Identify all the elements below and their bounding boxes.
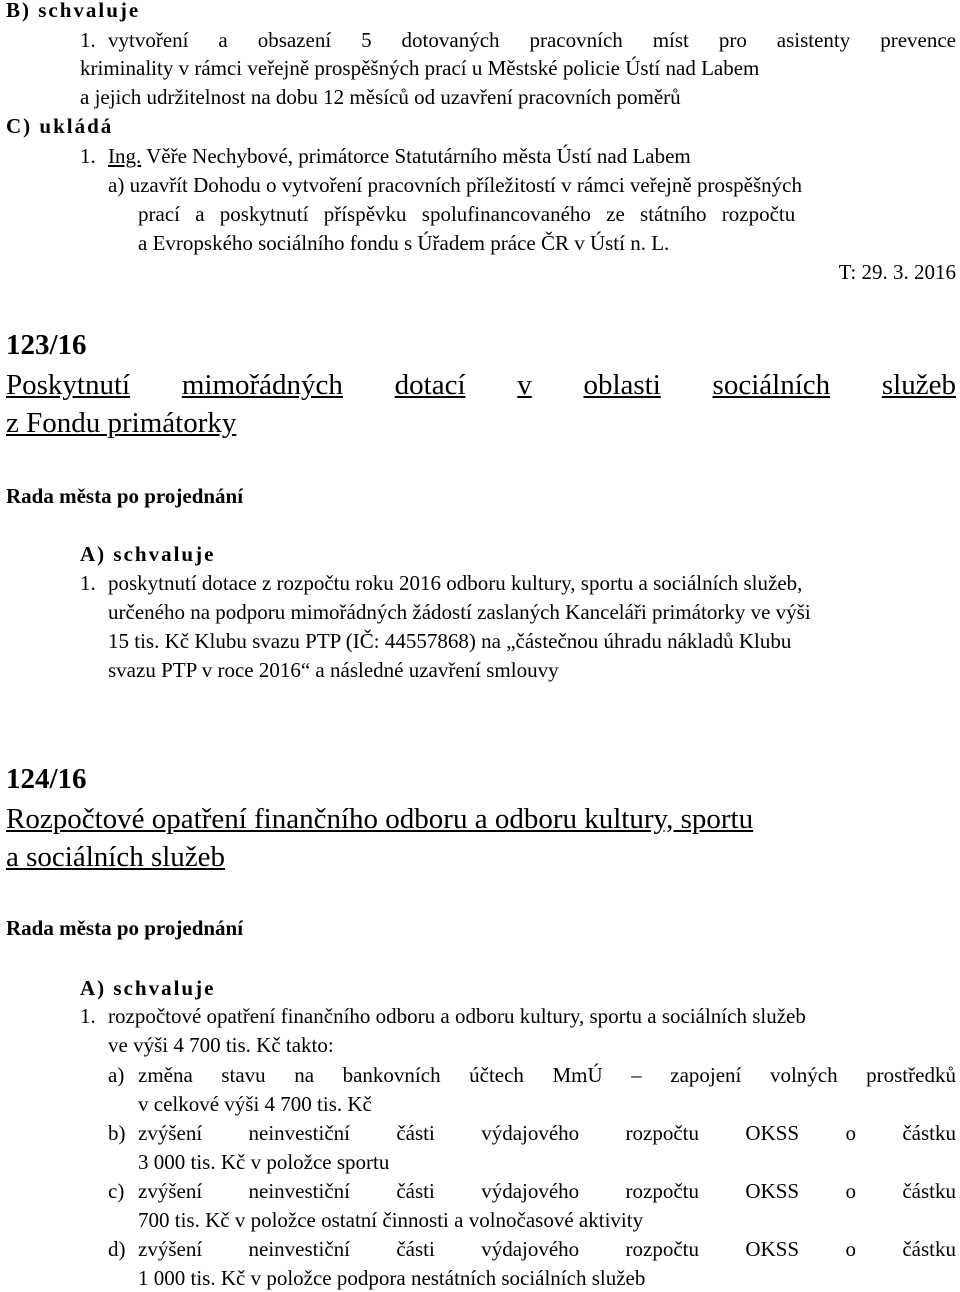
word: účtech <box>469 1063 524 1087</box>
sub-item-line-2: v celkové výši 4 700 tis. Kč <box>138 1092 372 1116</box>
resolution-title-line-1: Rozpočtové opatření finančního odboru a odboru kultury, sportu <box>6 803 754 835</box>
word: částku <box>902 1121 956 1145</box>
sub-item-letter: c) <box>108 1179 125 1203</box>
deadline: T: 29. 3. 2016 <box>838 260 956 284</box>
sub-item-line-2: 1 000 tis. Kč v položce podpora nestátních sociálních služeb <box>138 1266 646 1290</box>
word: prostředků <box>866 1063 956 1087</box>
name-prefix: Ing. <box>108 144 142 168</box>
sub-item-line-1 <box>138 1235 956 1263</box>
word: pro <box>718 28 747 52</box>
c1a-line-2: prací a poskytnutí příspěvku spolufinancovaného ze státního rozpočtu <box>138 202 796 226</box>
word: rozpočtu <box>625 1179 700 1203</box>
word: zvýšení <box>138 1237 203 1261</box>
word: 5 <box>361 28 372 52</box>
word: části <box>396 1121 435 1145</box>
word: v <box>517 369 532 401</box>
a1-line-2: ve výši 4 700 tis. Kč takto: <box>108 1033 334 1057</box>
word: rozpočtu <box>625 1237 700 1261</box>
council-line: Rada města po projednání <box>6 916 244 940</box>
resolution-title-line-1 <box>6 366 956 404</box>
word: neinvestiční <box>248 1179 350 1203</box>
word: oblasti <box>583 369 661 401</box>
word: služeb <box>881 369 956 401</box>
word: pracovních <box>529 28 623 52</box>
resolution-number: 123/16 <box>6 329 87 361</box>
sub-item-letter: b) <box>108 1121 126 1145</box>
word: o <box>845 1237 856 1261</box>
sub-item-letter: d) <box>108 1237 126 1261</box>
word: částku <box>902 1179 956 1203</box>
sub-item-line-1 <box>138 1119 956 1147</box>
a1-line-3: 15 tis. Kč Klubu svazu PTP (IČ: 44557868) na „částečnou úhradu nákladů Klubu <box>108 629 792 653</box>
word: zvýšení <box>138 1179 203 1203</box>
a1-line-2: určeného na podporu mimořádných žádostí zaslaných Kanceláři primátorky ve výši <box>108 600 811 624</box>
sub-item-letter: a) <box>108 1063 125 1087</box>
word: a <box>218 28 228 52</box>
b1-line-2: kriminality v rámci veřejně prospěšných prací u Městské policie Ústí nad Labem <box>80 56 760 80</box>
sub-item-line-2: 3 000 tis. Kč v položce sportu <box>138 1150 390 1174</box>
a1-line-4: svazu PTP v roce 2016“ a následné uzavření smlouvy <box>108 658 559 682</box>
section-a-label: A) schvaluje <box>80 976 216 1000</box>
word: asistenty <box>776 28 851 52</box>
a1-line-1: poskytnutí dotace z rozpočtu roku 2016 odboru kultury, sportu a sociálních služeb, <box>108 571 803 595</box>
word: prevence <box>880 28 956 52</box>
c1-name-line <box>108 142 691 170</box>
council-line: Rada města po projednání <box>6 484 244 508</box>
word: dotovaných <box>401 28 500 52</box>
word: částku <box>902 1237 956 1261</box>
item-number: 1. <box>80 144 96 168</box>
item-number: 1. <box>80 1004 96 1028</box>
word: mimořádných <box>181 369 343 401</box>
word: o <box>845 1121 856 1145</box>
section-a-label: A) schvaluje <box>80 542 216 566</box>
item-number: 1. <box>80 571 96 595</box>
name-rest: Věře Nechybové, primátorce Statutárního města Ústí nad Labem <box>141 144 691 168</box>
word: výdajového <box>481 1179 580 1203</box>
item-number: 1. <box>80 28 96 52</box>
b1-line-1 <box>108 26 956 54</box>
word: části <box>396 1237 435 1261</box>
word: OKSS <box>745 1121 800 1145</box>
word: míst <box>652 28 689 52</box>
word: rozpočtu <box>625 1121 700 1145</box>
word: OKSS <box>745 1237 800 1261</box>
word: výdajového <box>481 1121 580 1145</box>
word: volných <box>769 1063 838 1087</box>
word: sociálních <box>712 369 831 401</box>
word: stavu <box>221 1063 266 1087</box>
word: zvýšení <box>138 1121 203 1145</box>
word: vytvoření <box>108 28 189 52</box>
word: Poskytnutí <box>6 369 131 401</box>
resolution-title-line-2: z Fondu primátorky <box>6 407 237 439</box>
sub-item-line-1 <box>138 1177 956 1205</box>
section-b-label: B) schvaluje <box>6 0 141 22</box>
word: o <box>845 1179 856 1203</box>
resolution-title-line-2: a sociálních služeb <box>6 841 226 873</box>
word: změna <box>138 1063 193 1087</box>
word: bankovních <box>342 1063 441 1087</box>
word: OKSS <box>745 1179 800 1203</box>
c1a-line-1: a) uzavřít Dohodu o vytvoření pracovních příležitostí v rámci veřejně prospěšných <box>108 173 802 197</box>
word: dotací <box>394 369 466 401</box>
word: na <box>294 1063 315 1087</box>
word: neinvestiční <box>248 1237 350 1261</box>
section-c-label: C) ukládá <box>6 114 114 138</box>
sub-item-line-2: 700 tis. Kč v položce ostatní činnosti a volnočasové aktivity <box>138 1208 644 1232</box>
word: – <box>631 1063 642 1087</box>
word: neinvestiční <box>248 1121 350 1145</box>
c1a-line-3: a Evropského sociálního fondu s Úřadem práce ČR v Ústí n. L. <box>138 231 670 255</box>
word: části <box>396 1179 435 1203</box>
a1-line-1: rozpočtové opatření finančního odboru a odboru kultury, sportu a sociálních služeb <box>108 1004 806 1028</box>
sub-item-line-1 <box>138 1061 956 1089</box>
word: obsazení <box>257 28 332 52</box>
word: výdajového <box>481 1237 580 1261</box>
word: MmÚ <box>552 1063 603 1087</box>
resolution-number: 124/16 <box>6 763 87 795</box>
b1-line-3: a jejich udržitelnost na dobu 12 měsíců od uzavření pracovních poměrů <box>80 85 681 109</box>
word: zapojení <box>670 1063 742 1087</box>
